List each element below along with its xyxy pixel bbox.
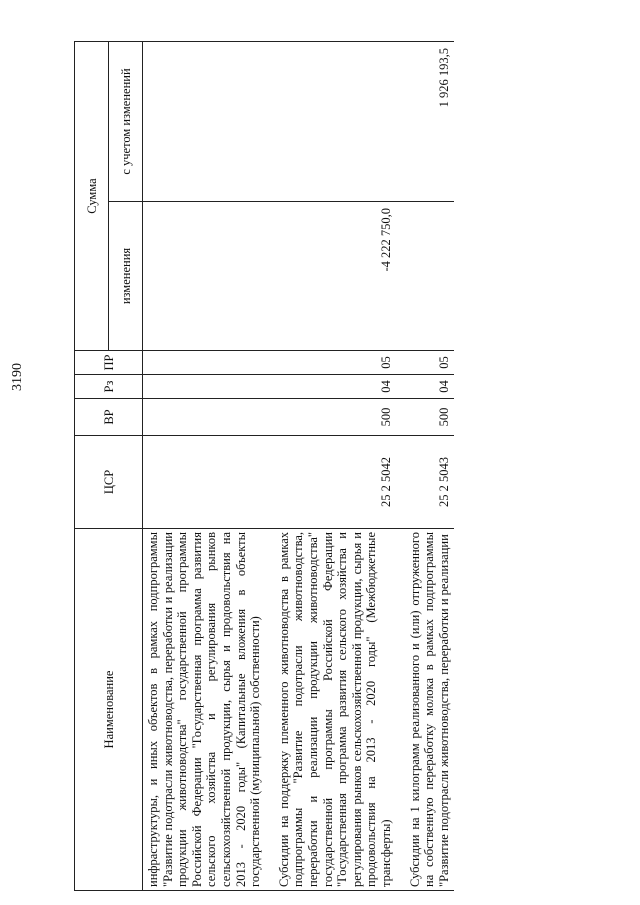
header-with-changes: с учетом изменений	[109, 42, 143, 202]
row-total: 1 926 193,5	[405, 42, 455, 202]
row-csr: 25 2 5043	[405, 436, 455, 529]
table-row	[274, 42, 397, 891]
header-name: Наименование	[75, 529, 143, 891]
header-sum: Сумма	[75, 42, 109, 351]
header-change: изменения	[109, 202, 143, 351]
row-pr: 05	[405, 351, 455, 375]
row-total	[143, 42, 266, 202]
row-vr: 500	[405, 399, 455, 436]
row-change	[405, 202, 455, 351]
table-row	[143, 42, 266, 891]
header-csr: ЦСР	[75, 436, 143, 529]
row-change	[143, 202, 266, 351]
header-rz: Рз	[75, 375, 143, 399]
page-number: 3190	[10, 363, 25, 391]
budget-table	[74, 41, 454, 891]
row-rz: 04	[405, 375, 455, 399]
row-pr	[143, 351, 266, 375]
row-vr: 500	[274, 399, 397, 436]
row-rz	[143, 375, 266, 399]
row-rz: 04	[274, 375, 397, 399]
table-row	[405, 42, 455, 891]
row-vr	[143, 399, 266, 436]
row-name: Субсидии на поддержку племенного животноводства в рамках подпрограммы "Развитие подотрасли животноводства, переработки и реализации продукции животноводства" государственной программы Российской Федерации "Государственная программа развития сельского хозяйства и регулирования рынков сельскохозяйственной продукции, сырья и продовольствия на 2013 - 2020 годы" (Межбюджетные трансферты)	[274, 529, 397, 891]
header-vr: ВР	[75, 399, 143, 436]
row-pr: 05	[274, 351, 397, 375]
row-name: инфраструктуры, и иных объектов в рамках подпрограммы "Развитие подотрасли животноводства, переработки и реализации продукции животноводства" государственной программы Российской Федерации "Государственная программа развития сельского хозяйства и регулирования рынков сельскохозяйственной продукции, сырья и продовольствия на 2013 - 2020 годы" (Капитальные вложения в объекты государственной (муниципальной) собственности)	[143, 529, 266, 891]
row-csr	[143, 436, 266, 529]
row-change: -4 222 750,0	[274, 202, 397, 351]
row-name: Субсидии на 1 килограмм реализованного и (или) отгруженного на собственную переработку молока в рамках подпрограммы "Развитие подотрасли животноводства, переработки и реализации	[405, 529, 455, 891]
row-total	[274, 42, 397, 202]
header-pr: ПР	[75, 351, 143, 375]
budget-table-page	[74, 42, 610, 891]
row-csr: 25 2 5042	[274, 436, 397, 529]
